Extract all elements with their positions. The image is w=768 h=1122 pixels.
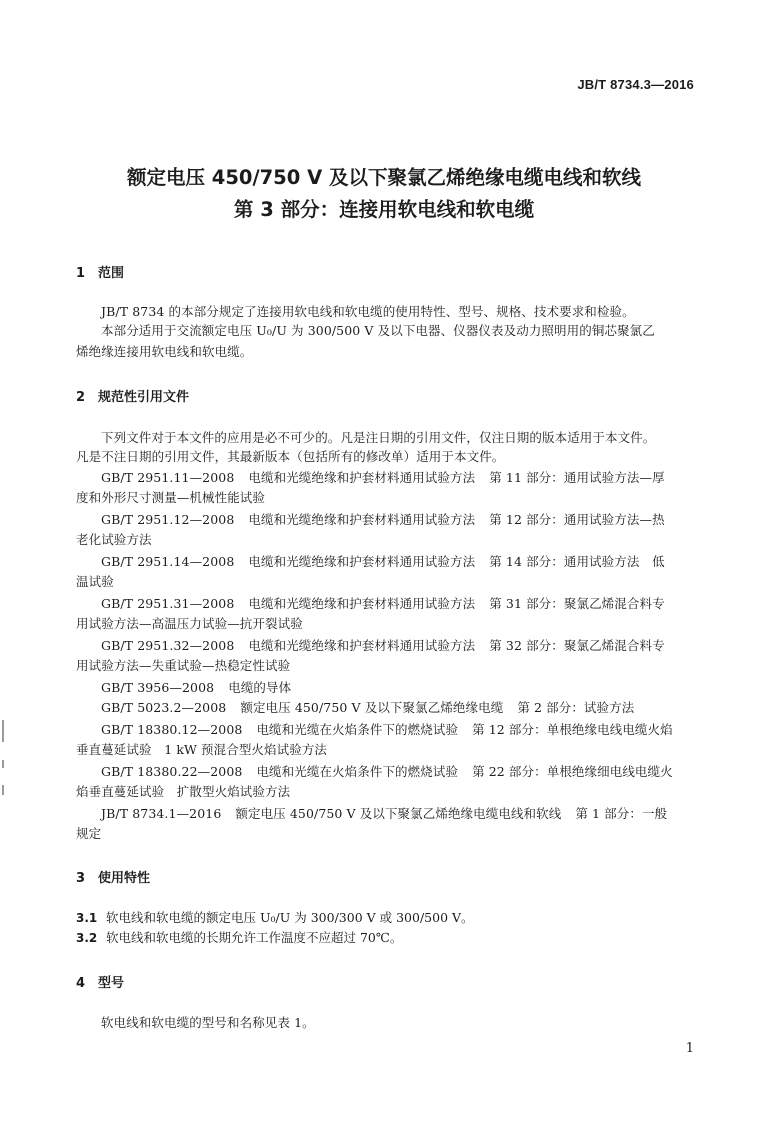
reference-code: GB/T 2951.12—2008 — [101, 512, 235, 527]
reference-title: 电缆的导体 — [228, 680, 292, 695]
section-number: 3 — [76, 871, 86, 886]
reference-code: JB/T 8734.1—2016 — [101, 806, 222, 821]
reference-title: 额定电压 450/750 V 及以下聚氯乙烯绝缘电缆电线和软线 — [235, 806, 562, 821]
section-title: 范围 — [98, 266, 125, 281]
reference-title: 电缆和光缆绝缘和护套材料通用试验方法 — [248, 638, 476, 653]
clause-3-2 — [76, 928, 402, 948]
reference-part: 第 1 部分：一般 — [575, 806, 668, 821]
reference-part: 第 31 部分：聚氯乙烯混合料专 — [489, 596, 665, 611]
clause-text: 软电线和软电缆的长期允许工作温度不应超过 70℃。 — [106, 930, 403, 945]
reference-code: GB/T 3956—2008 — [101, 680, 215, 695]
section-4-heading — [76, 972, 124, 991]
reference-code: GB/T 18380.22—2008 — [101, 764, 243, 779]
page-number: 1 — [685, 1041, 694, 1056]
scope-paragraph-1: JB/T 8734 的本部分规定了连接用软电线和软电缆的使用特性、型号、规格、技术要求和检验。 — [101, 304, 635, 319]
reference-continuation: 老化试验方法 — [76, 532, 152, 547]
reference-part: 第 12 部分：通用试验方法—热 — [489, 512, 665, 527]
reference-entry — [101, 552, 665, 572]
reference-continuation: 用试验方法—失重试验—热稳定性试验 — [76, 658, 291, 673]
reference-code: GB/T 2951.31—2008 — [101, 596, 235, 611]
clause-3-1 — [76, 908, 474, 928]
section-number: 2 — [76, 390, 86, 405]
reference-entry — [101, 678, 291, 698]
section-1-heading — [76, 262, 124, 281]
reference-part: 第 22 部分：单根绝缘细电线电缆火 — [472, 764, 673, 779]
reference-title: 电缆和光缆在火焰条件下的燃烧试验 — [256, 764, 459, 779]
reference-entry — [101, 510, 665, 530]
reference-part: 第 32 部分：聚氯乙烯混合料专 — [489, 638, 665, 653]
reference-title: 电缆和光缆绝缘和护套材料通用试验方法 — [248, 554, 476, 569]
document-title-line1: 额定电压 450/750 V 及以下聚氯乙烯绝缘电缆电线和软线 — [127, 166, 641, 189]
references-intro-cont: 凡是不注日期的引用文件，其最新版本（包括所有的修改单）适用于本文件。 — [76, 449, 505, 464]
section-number: 1 — [76, 266, 86, 281]
reference-title: 电缆和光缆绝缘和护套材料通用试验方法 — [248, 596, 476, 611]
model-paragraph: 软电线和软电缆的型号和名称见表 1。 — [101, 1015, 315, 1030]
reference-title: 额定电压 450/750 V 及以下聚氯乙烯绝缘电缆 — [240, 700, 504, 715]
reference-part: 第 11 部分：通用试验方法—厚 — [489, 470, 665, 485]
reference-entry — [101, 698, 634, 718]
reference-continuation: 度和外形尺寸测量—机械性能试验 — [76, 490, 266, 505]
reference-title: 电缆和光缆绝缘和护套材料通用试验方法 — [248, 512, 476, 527]
references-intro: 下列文件对于本文件的应用是必不可少的。凡是注日期的引用文件，仅注日期的版本适用于本文件。 — [101, 430, 656, 445]
section-3-heading — [76, 867, 150, 886]
clause-number: 3.1 — [76, 911, 98, 925]
reference-part: 第 14 部分：通用试验方法 低 — [489, 554, 665, 569]
reference-title: 电缆和光缆绝缘和护套材料通用试验方法 — [248, 470, 476, 485]
reference-code: GB/T 18380.12—2008 — [101, 722, 243, 737]
reference-part: 第 2 部分：试验方法 — [517, 700, 635, 715]
reference-code: GB/T 2951.32—2008 — [101, 638, 235, 653]
document-title-line2: 第 3 部分：连接用软电线和软电缆 — [233, 198, 535, 221]
reference-continuation: 焰垂直蔓延试验 扩散型火焰试验方法 — [76, 784, 291, 799]
section-title: 型号 — [98, 976, 125, 991]
scope-paragraph-2-cont: 烯绝缘连接用软电线和软电缆。 — [76, 344, 253, 359]
section-title: 使用特性 — [98, 871, 151, 886]
section-title: 规范性引用文件 — [98, 390, 190, 405]
reference-continuation: 温试验 — [76, 574, 114, 589]
reference-code: GB/T 2951.14—2008 — [101, 554, 235, 569]
reference-entry — [101, 804, 667, 824]
reference-code: GB/T 5023.2—2008 — [101, 700, 227, 715]
clause-number: 3.2 — [76, 931, 98, 945]
reference-title: 电缆和光缆在火焰条件下的燃烧试验 — [256, 722, 459, 737]
scope-paragraph-2: 本部分适用于交流额定电压 U₀/U 为 300/500 V 及以下电器、仪器仪表及动力照明用的铜芯聚氯乙 — [101, 323, 655, 338]
scan-margin-mark — [2, 785, 4, 795]
reference-entry — [101, 468, 665, 488]
reference-continuation: 规定 — [76, 826, 102, 841]
reference-continuation: 垂直蔓延试验 1 kW 预混合型火焰试验方法 — [76, 742, 328, 757]
reference-entry — [101, 720, 673, 740]
reference-entry — [101, 636, 665, 656]
scan-margin-mark — [2, 720, 4, 742]
section-2-heading — [76, 386, 189, 405]
reference-continuation: 用试验方法—高温压力试验—抗开裂试验 — [76, 616, 303, 631]
reference-code: GB/T 2951.11—2008 — [101, 470, 235, 485]
reference-entry — [101, 762, 673, 782]
standard-code: JB/T 8734.3—2016 — [577, 77, 694, 92]
reference-entry — [101, 594, 665, 614]
scan-margin-mark — [2, 760, 4, 768]
clause-text: 软电线和软电缆的额定电压 U₀/U 为 300/300 V 或 300/500 V。 — [106, 910, 474, 925]
section-number: 4 — [76, 976, 86, 991]
reference-part: 第 12 部分：单根绝缘电线电缆火焰 — [472, 722, 673, 737]
